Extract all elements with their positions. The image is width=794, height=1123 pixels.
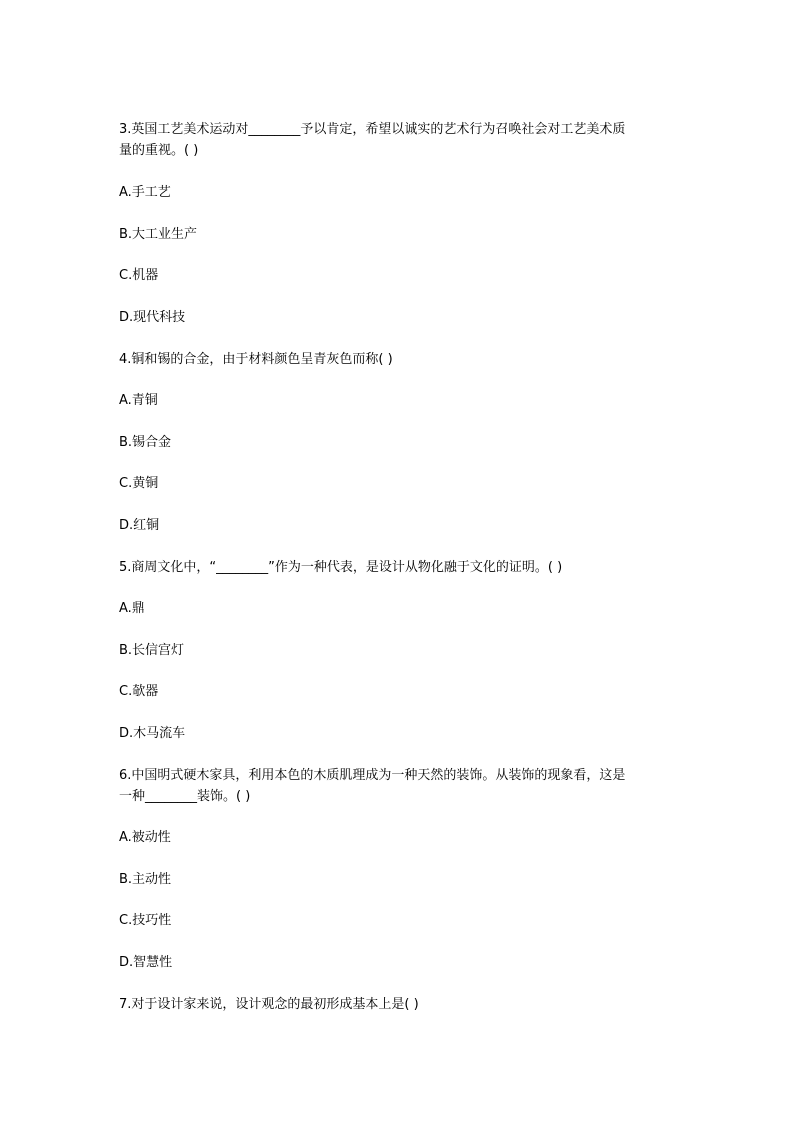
question-6-stem-line1: 6.中国明式硬木家具，利用本色的木质肌理成为一种天然的装饰。从装饰的现象看，这是 xyxy=(119,768,626,783)
question-3-option-d: D.现代科技 xyxy=(119,310,186,325)
question-6-stem-line2: 一种________装饰。( ) xyxy=(119,789,251,804)
question-5-stem-line1: 5.商周文化中，“________”作为一种代表，是设计从物化融于文化的证明。( ) xyxy=(119,560,563,575)
question-3-stem-line2: 量的重视。( ) xyxy=(119,143,199,158)
question-3-option-a: A.手工艺 xyxy=(119,185,171,200)
question-6-option-a: A.被动性 xyxy=(119,830,171,845)
question-6-option-b: B.主动性 xyxy=(119,872,172,887)
question-3-option-b: B.大工业生产 xyxy=(119,227,198,242)
question-6-option-d: D.智慧性 xyxy=(119,955,173,970)
question-3-option-c: C.机器 xyxy=(119,268,159,283)
question-5-option-d: D.木马流车 xyxy=(119,726,186,741)
question-4-option-b: B.锡合金 xyxy=(119,435,172,450)
question-5-option-c: C.欹器 xyxy=(119,684,159,699)
question-7-stem-line1: 7.对于设计家来说，设计观念的最初形成基本上是( ) xyxy=(119,997,419,1012)
question-4-stem-line1: 4.铜和锡的合金，由于材料颜色呈青灰色而称( ) xyxy=(119,352,393,367)
question-3-stem-line1: 3.英国工艺美术运动对________予以肯定，希望以诚实的艺术行为召唤社会对工艺美术质 xyxy=(119,122,626,137)
question-4-option-a: A.青铜 xyxy=(119,393,158,408)
question-4-option-c: C.黄铜 xyxy=(119,476,159,491)
question-4-option-d: D.红铜 xyxy=(119,518,160,533)
question-5-option-a: A.鼎 xyxy=(119,601,145,616)
question-5-option-b: B.长信宫灯 xyxy=(119,643,185,658)
question-6-option-c: C.技巧性 xyxy=(119,913,172,928)
